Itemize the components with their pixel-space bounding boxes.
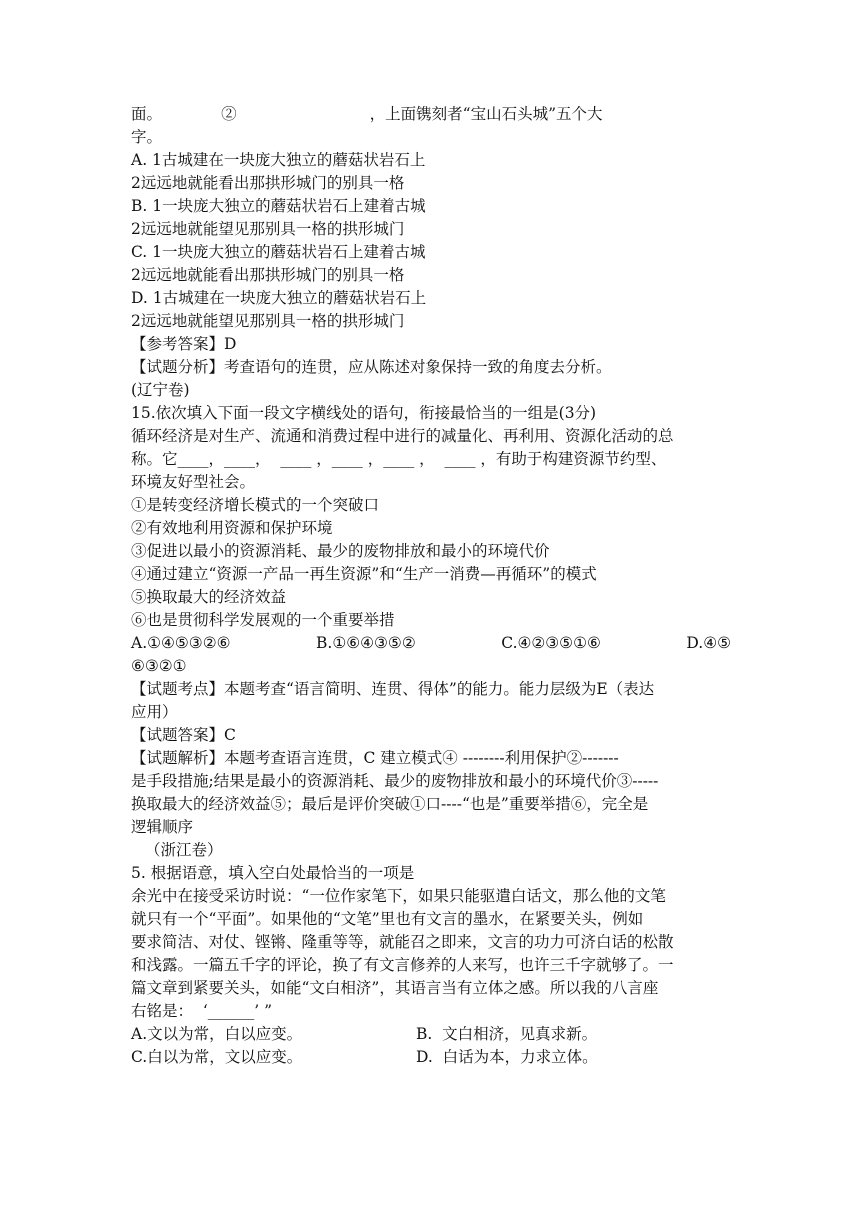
item-line: ④通过建立“资源一产品一再生资源”和“生产一消费—再循环”的模式 (131, 565, 597, 583)
choices-row (131, 1046, 731, 1069)
passage-line: 余光中在接受采访时说：“一位作家笔下，如果只能驱遣白话文，那么他的文笔 (131, 887, 666, 905)
explanation-line: 是手段措施;结果是最小的资源消耗、最少的废物排放和最小的环境代价③----- (131, 772, 659, 790)
choice-a: A.文以为常，白以应变。 (131, 1025, 303, 1043)
exam-point-line: 应用） (131, 703, 178, 721)
item-line: ②有效地利用资源和保护环境 (131, 519, 333, 537)
source-label: （浙江卷） (145, 841, 223, 859)
choice-d: D. 白话为本，力求立体。 (416, 1048, 598, 1066)
item-line: ①是转变经济增长模式的一个突破口 (131, 496, 380, 514)
passage-line: 称。它____，____， ____ ，____ ，____ ， ____ ，有助于构建资源节约型、 (131, 450, 667, 468)
option-line: C. 1一块庞大独立的蘑菇状岩石上建着古城 (131, 243, 426, 261)
passage-line: 右铭是： ‘______’ ” (131, 1002, 273, 1020)
item-line: ⑥也是贯彻科学发展观的一个重要举措 (131, 611, 395, 629)
explanation-line: 【试题解析】本题考查语言连贯，C 建立模式④ --------利用保护②------- (131, 749, 619, 767)
document-body (131, 103, 731, 1069)
item-line: ⑤换取最大的经济效益 (131, 588, 287, 606)
choices-row (131, 1023, 731, 1046)
passage-line: 篇文章到紧要关头，如能“文白相济”，其语言当有立体之感。所以我的八言座 (131, 979, 659, 997)
passage-line: 要求简洁、对仗、铿锵、隆重等等，就能召之即来，文言的功力可济白话的松散 (131, 933, 674, 951)
exam-point-line: 【试题考点】本题考查“语言简明、连贯、得体”的能力。能力层级为E（表达 (131, 680, 655, 698)
choice-a: A.①④⑤③②⑥ (131, 634, 231, 652)
option-line: 2远远地就能望见那别具一格的拱形城门 (131, 220, 405, 238)
choice-c: C.④②③⑤①⑥ (501, 634, 601, 652)
question-title: 15.依次填入下面一段文字横线处的语句，衔接最恰当的一组是(3分) (131, 404, 597, 422)
passage-line: 就只有一个“平面”。如果他的“文笔”里也有文言的墨水，在紧要关头，例如 (131, 910, 644, 928)
question-fragment-line: 字。 (131, 128, 163, 146)
option-line: A. 1古城建在一块庞大独立的蘑菇状岩石上 (131, 151, 426, 169)
choice-d: D.④⑤ (686, 634, 731, 652)
passage-line: 环境友好型社会。 (131, 473, 256, 491)
answer-analysis: 【试题分析】考查语句的连贯，应从陈述对象保持一致的角度去分析。 (131, 358, 612, 376)
choice-c: C.白以为常，文以应变。 (131, 1048, 303, 1066)
option-line: 2远远地就能看出那拱形城门的别具一格 (131, 266, 405, 284)
choice-d-continued: ⑥③②① (131, 657, 187, 675)
item-line: ③促进以最小的资源消耗、最少的废物排放和最小的环境代价 (131, 542, 550, 560)
choices-row (131, 632, 731, 655)
explanation-line: 逻辑顺序 (131, 818, 194, 836)
choice-b: B. 文白相济，见真求新。 (416, 1025, 598, 1043)
source-label: (辽宁卷) (131, 381, 190, 399)
passage-line: 和浅露。一篇五千字的评论，换了有文言修养的人来写，也许三千字就够了。一 (131, 956, 674, 974)
option-line: D. 1古城建在一块庞大独立的蘑菇状岩石上 (131, 289, 427, 307)
question-title: 5. 根据语意，填入空白处最恰当的一项是 (131, 864, 415, 882)
exam-answer: 【试题答案】C (131, 726, 236, 744)
passage-line: 循环经济是对生产、流通和消费过程中进行的减量化、再利用、资源化活动的总 (131, 427, 674, 445)
reference-answer: 【参考答案】D (131, 335, 237, 353)
question-fragment-line: 面。 ② ，上面镌刻者“宝山石头城”五个大 (131, 105, 603, 123)
choice-b: B.①⑥④③⑤② (316, 634, 416, 652)
option-line: 2远远地就能看出那拱形城门的别具一格 (131, 174, 405, 192)
option-line: B. 1一块庞大独立的蘑菇状岩石上建着古城 (131, 197, 426, 215)
explanation-line: 换取最大的经济效益⑤；最后是评价突破①口----“也是”重要举措⑥，完全是 (131, 795, 649, 813)
option-line: 2远远地就能望见那别具一格的拱形城门 (131, 312, 405, 330)
